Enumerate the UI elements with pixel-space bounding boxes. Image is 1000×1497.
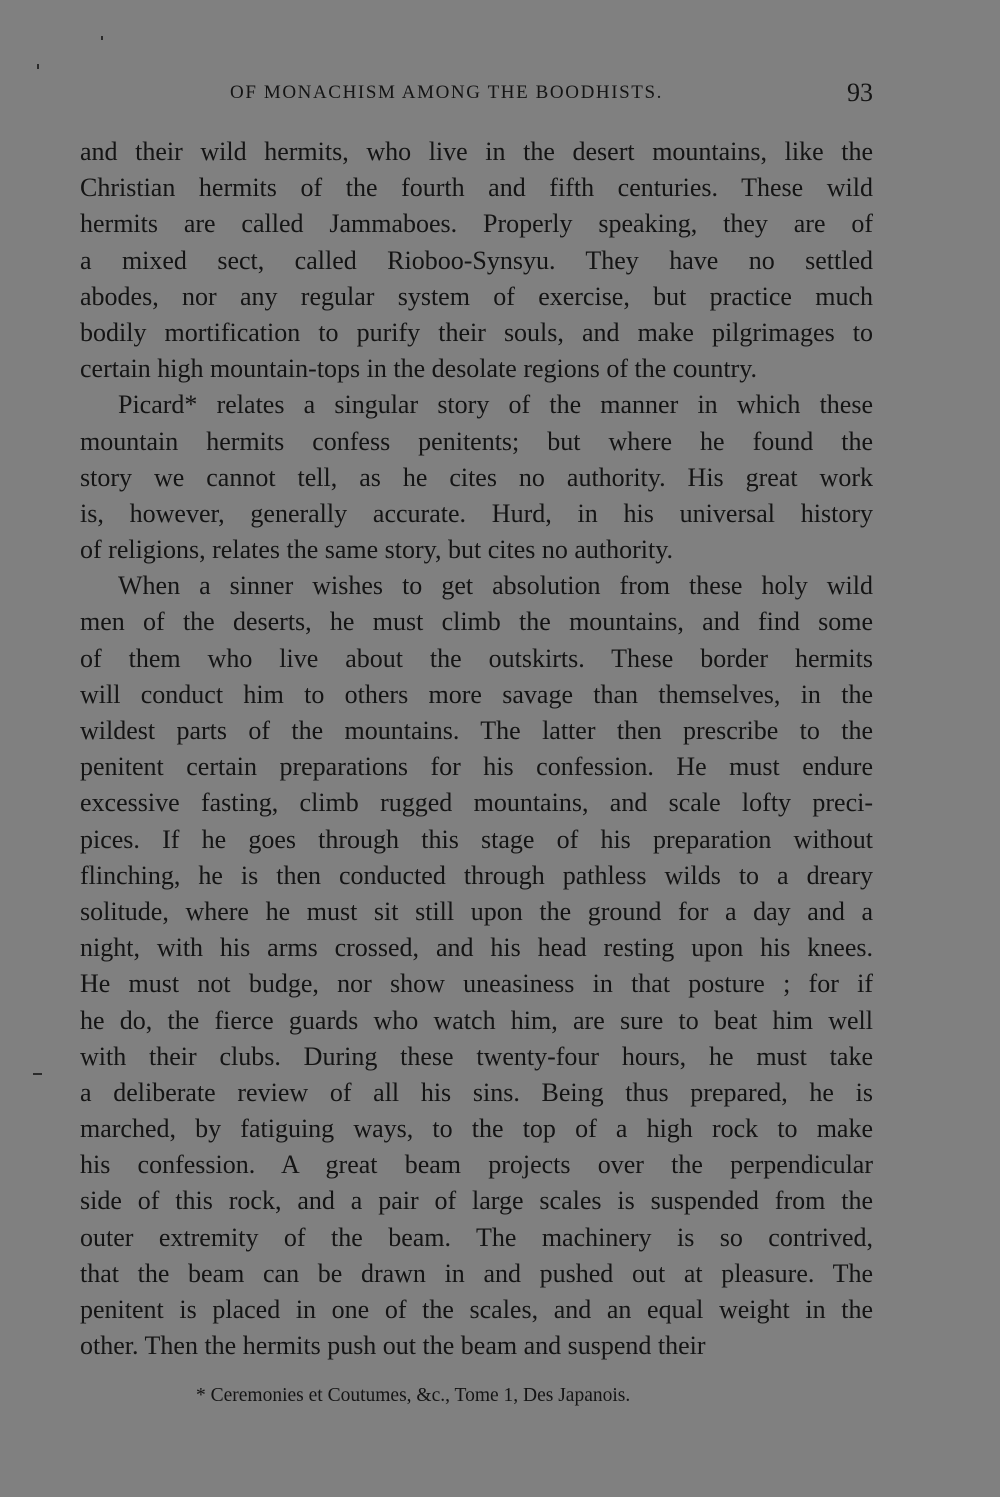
text-line: other. Then the hermits push out the beam and suspend their bbox=[80, 1331, 706, 1361]
text-line: mountain hermits confess penitents; but where he found the bbox=[80, 426, 873, 456]
text-line: bodily mortification to purify their souls, and make pilgrimages to bbox=[80, 317, 873, 347]
paragraph bbox=[80, 387, 873, 568]
text-line: of them who live about the outskirts. These border hermits bbox=[80, 643, 873, 673]
text-line: flinching, he is then conducted through pathless wilds to a dreary bbox=[80, 860, 873, 890]
text-line: with their clubs. During these twenty-four hours, he must take bbox=[80, 1041, 873, 1071]
scan-speck bbox=[37, 64, 39, 69]
footnote: * Ceremonies et Coutumes, &c., Tome 1, Des Japanois. bbox=[196, 1385, 631, 1406]
text-line: hermits are called Jammaboes. Properly speaking, they are of bbox=[80, 209, 873, 239]
scan-speck bbox=[101, 36, 103, 40]
page-number: 93 bbox=[847, 78, 873, 107]
text-line: his confession. A great beam projects over the perpendicular bbox=[80, 1150, 873, 1180]
text-line: When a sinner wishes to get absolution from these holy wild bbox=[118, 571, 873, 601]
body-text bbox=[80, 134, 873, 1364]
text-line: and their wild hermits, who live in the desert mountains, like the bbox=[80, 137, 873, 166]
running-head: OF MONACHISM AMONG THE BOODHISTS. bbox=[230, 82, 664, 103]
text-line: he do, the fierce guards who watch him, are sure to beat him well bbox=[80, 1005, 873, 1035]
text-line: men of the deserts, he must climb the mountains, and find some bbox=[80, 607, 873, 637]
scan-speck bbox=[33, 1073, 42, 1075]
text-line: penitent certain preparations for his confession. He must endure bbox=[80, 752, 873, 782]
text-line: abodes, nor any regular system of exercise, but practice much bbox=[80, 281, 873, 311]
text-line: that the beam can be drawn in and pushed out at pleasure. The bbox=[80, 1258, 873, 1288]
text-line: night, with his arms crossed, and his head resting upon his knees. bbox=[80, 933, 873, 963]
text-line: solitude, where he must sit still upon the ground for a day and a bbox=[80, 896, 873, 926]
text-line: certain high mountain-tops in the desolate regions of the country. bbox=[80, 354, 758, 384]
text-line: story we cannot tell, as he cites no authority. His great work bbox=[80, 462, 873, 492]
text-line: a deliberate review of all his sins. Being thus prepared, he is bbox=[80, 1077, 873, 1107]
text-line: He must not budge, nor show uneasiness in that posture ; for if bbox=[80, 969, 873, 999]
text-line: of religions, relates the same story, but cites no authority. bbox=[80, 535, 674, 565]
text-line: excessive fasting, climb rugged mountains, and scale lofty preci- bbox=[80, 788, 873, 818]
text-line: pices. If he goes through this stage of his preparation without bbox=[80, 824, 873, 854]
text-line: penitent is placed in one of the scales, and an equal weight in the bbox=[80, 1295, 873, 1324]
paragraph bbox=[80, 568, 873, 1364]
text-line: a mixed sect, called Rioboo-Synsyu. They have no settled bbox=[80, 245, 873, 275]
text-line: is, however, generally accurate. Hurd, in his universal history bbox=[80, 498, 873, 528]
text-line: will conduct him to others more savage than themselves, in the bbox=[80, 679, 873, 709]
text-line: outer extremity of the beam. The machinery is so contrived, bbox=[80, 1222, 873, 1252]
text-line: Christian hermits of the fourth and fifth centuries. These wild bbox=[80, 173, 873, 203]
text-line: marched, by fatiguing ways, to the top of a high rock to make bbox=[80, 1114, 873, 1144]
page-header bbox=[80, 78, 873, 112]
paragraph bbox=[80, 134, 873, 387]
text-line: Picard* relates a singular story of the manner in which these bbox=[118, 390, 873, 420]
text-line: side of this rock, and a pair of large scales is suspended from the bbox=[80, 1186, 873, 1216]
text-line: wildest parts of the mountains. The latter then prescribe to the bbox=[80, 716, 873, 745]
